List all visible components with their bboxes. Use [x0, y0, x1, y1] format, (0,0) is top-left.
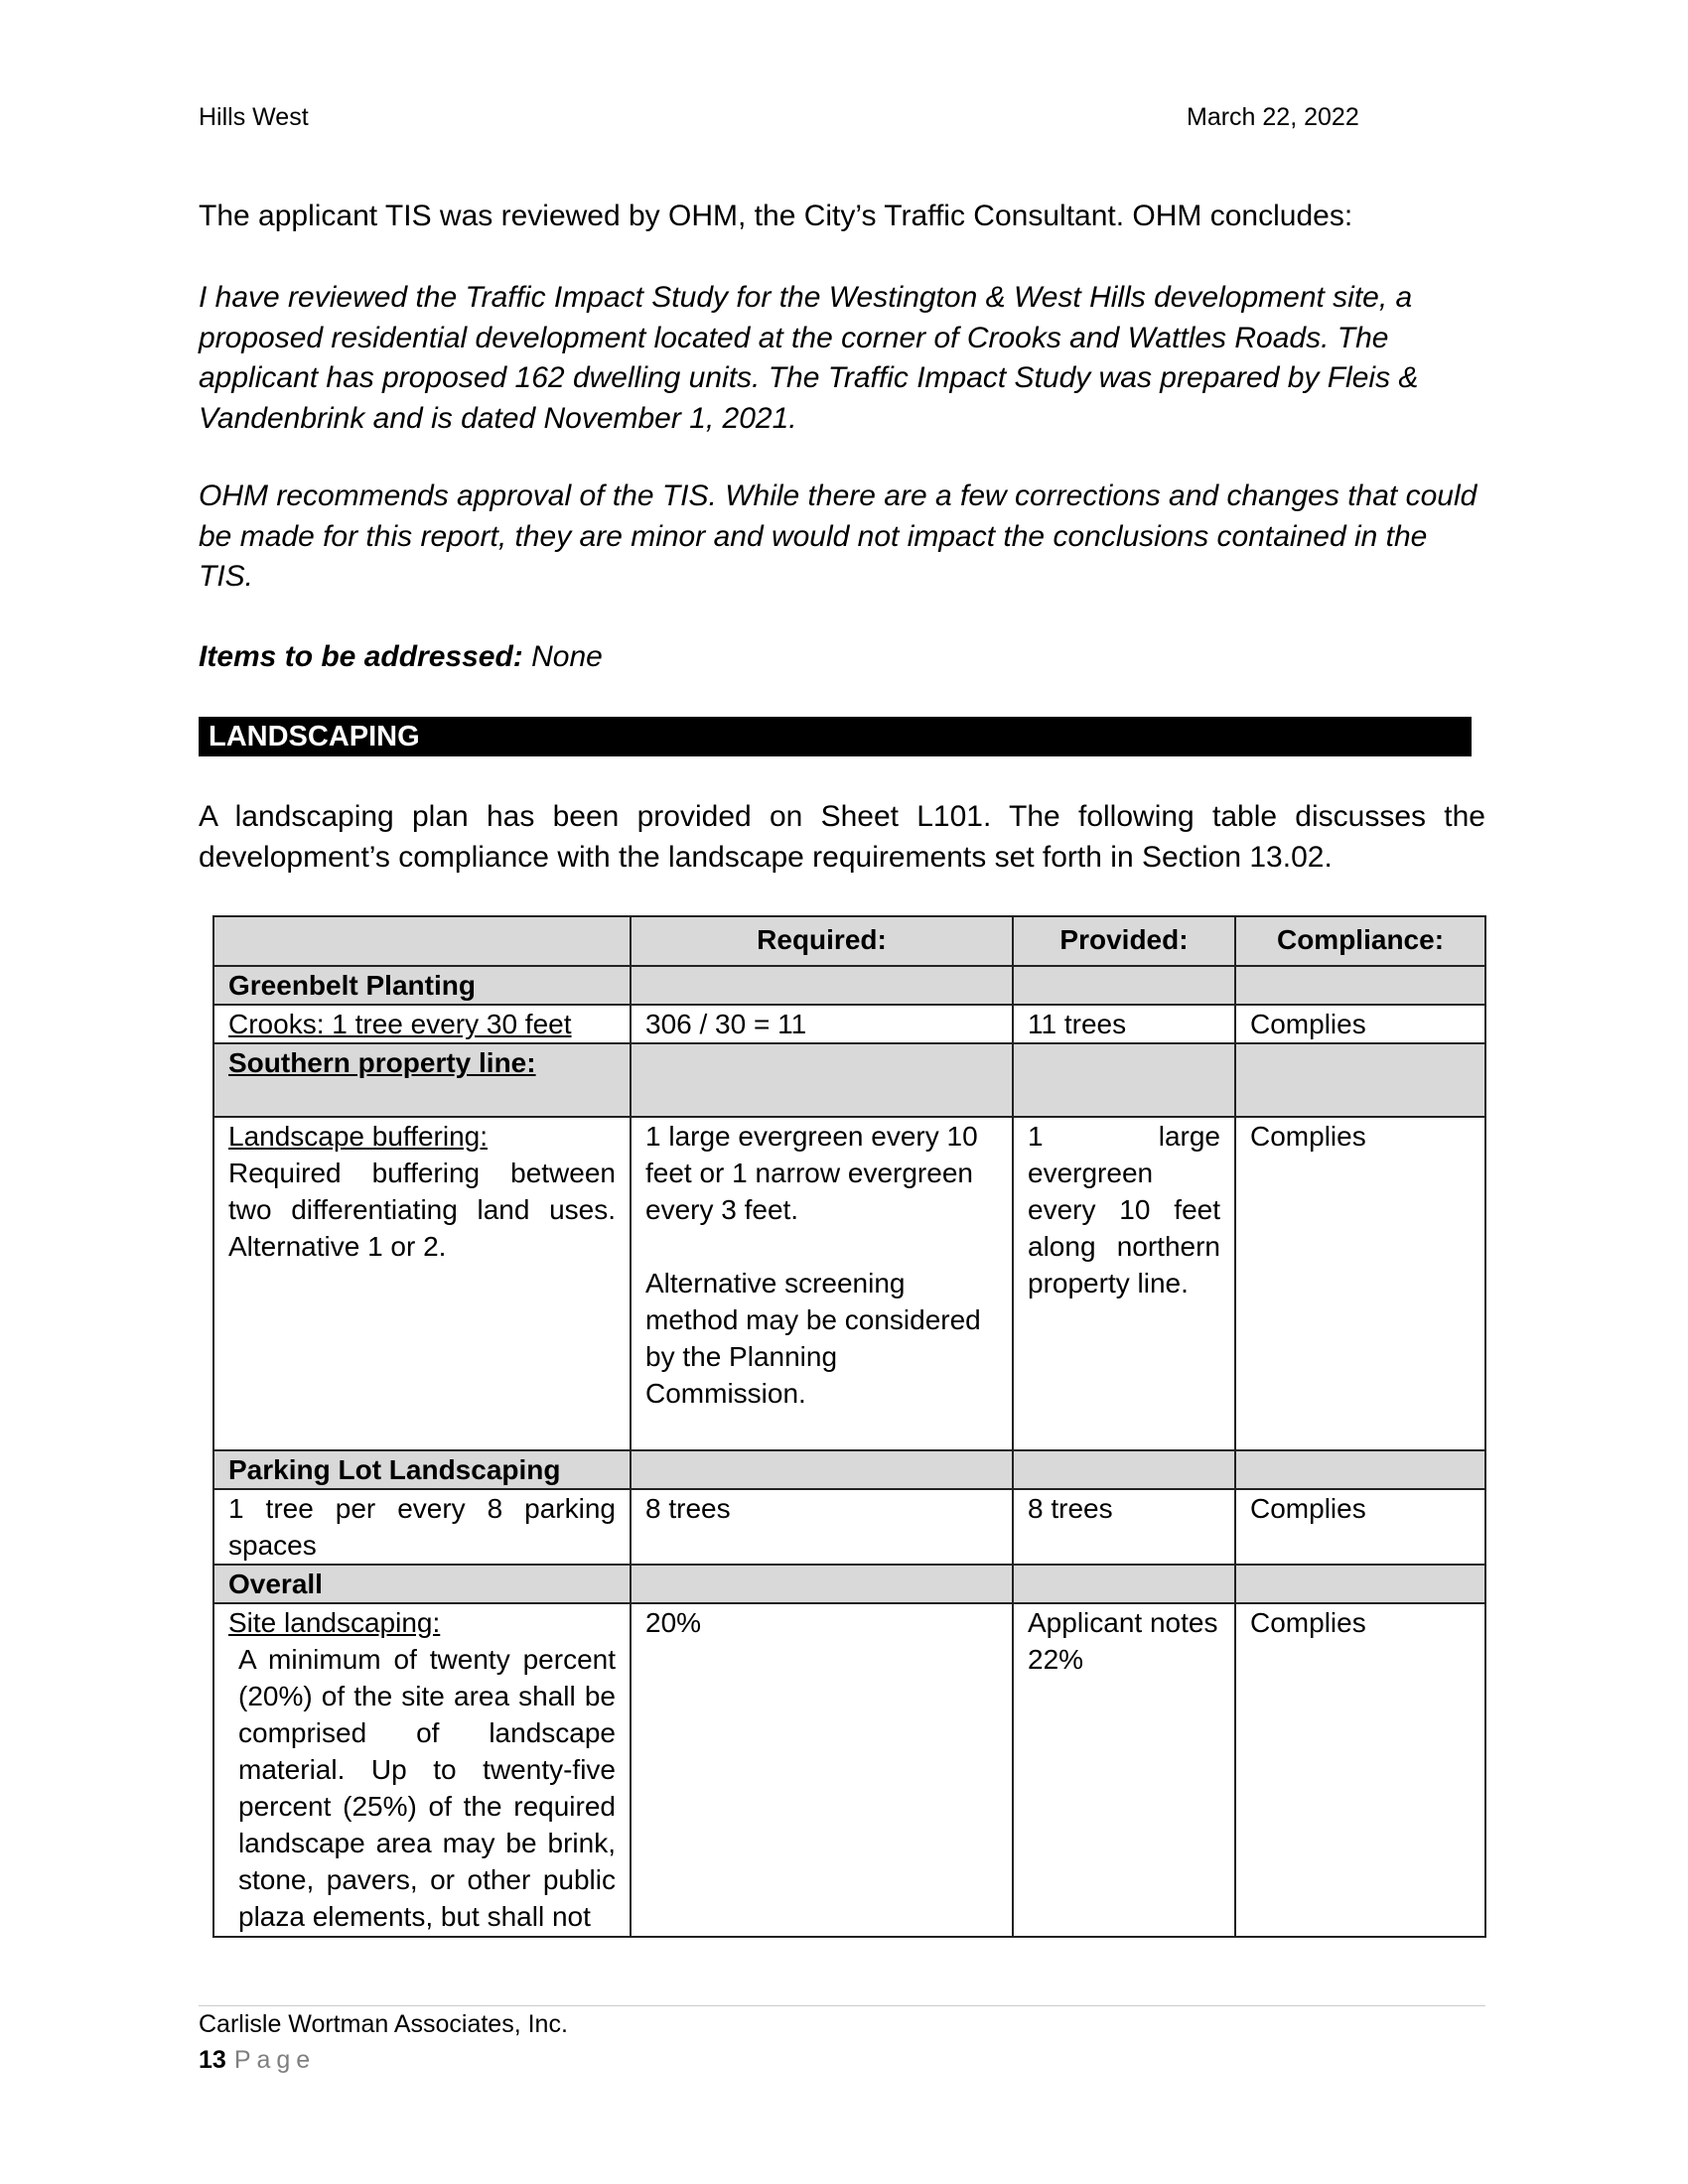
- site-label: Site landscaping:: [228, 1607, 441, 1638]
- buffer-required-1: 1 large evergreen every 10 feet or 1 narrow evergreen every 3 feet.: [645, 1121, 978, 1225]
- footer-page: [199, 2046, 316, 2075]
- crooks-provided: 11 trees: [1013, 1005, 1235, 1043]
- table-row-crooks: [213, 1005, 1485, 1043]
- header-provided: Provided:: [1013, 916, 1235, 966]
- paragraph-quote-study: I have reviewed the Traffic Impact Study for the Westington & West Hills development site, a proposed residential development located at the corner of Crooks and Wattles Roads. The applicant has proposed 162 dwelling units. The Traffic Impact Study was prepared by Fleis & Vandenbrink and is dated November 1, 2021.: [199, 281, 1419, 435]
- crooks-compliance: Complies: [1235, 1005, 1485, 1043]
- site-compliance: Complies: [1235, 1603, 1485, 1937]
- footer-company: Carlisle Wortman Associates, Inc.: [199, 2010, 568, 2038]
- buffer-required-2: Alternative screening method may be considered by the Planning Commission.: [645, 1268, 981, 1409]
- section-heading-landscaping: LANDSCAPING: [199, 717, 1472, 756]
- buffer-required-cell: [631, 1117, 1013, 1450]
- parking-row-compliance: Complies: [1235, 1489, 1485, 1565]
- page-word: Page: [233, 2046, 317, 2074]
- header-compliance: Compliance:: [1235, 916, 1485, 966]
- paragraph-quote-recommendation: OHM recommends approval of the TIS. While there are a few corrections and changes that could be made for this report, they are minor and would not impact the conclusions contained in the TIS.: [199, 479, 1477, 593]
- buffer-desc: Required buffering between two differentiating land uses. Alternative 1 or 2.: [228, 1158, 616, 1262]
- crooks-label: Crooks: 1 tree every 30 feet: [213, 1005, 631, 1043]
- site-cell: [213, 1603, 631, 1937]
- parking-row-label: 1 tree per every 8 parking spaces: [213, 1489, 631, 1565]
- landscape-table: [212, 915, 1486, 1938]
- table-row-greenbelt: [213, 966, 1485, 1005]
- site-desc: A minimum of twenty percent (20%) of the site area shall be comprised of landscape material. Up to twenty-five percent (25%) of the required landscape area may be brink, stone, pavers, or other public plaza elements, but shall not: [238, 1644, 616, 1932]
- site-required: 20%: [631, 1603, 1013, 1937]
- site-provided: Applicant notes 22%: [1013, 1603, 1235, 1937]
- items-addressed-value: None: [522, 640, 603, 673]
- header-blank: [213, 916, 631, 966]
- buffer-compliance: Complies: [1235, 1117, 1485, 1450]
- table-row-parking-trees: [213, 1489, 1485, 1565]
- overall-label: Overall: [213, 1565, 631, 1603]
- buffer-label: Landscape buffering:: [228, 1121, 489, 1152]
- header-required: Required:: [631, 916, 1013, 966]
- footer-divider: [199, 2005, 1485, 2006]
- table-row-site: [213, 1603, 1485, 1937]
- table-row-southern: [213, 1043, 1485, 1117]
- items-addressed: [199, 637, 1485, 678]
- paragraph-landscape-plan: A landscaping plan has been provided on Sheet L101. The following table discusses the development’s compliance with the landscape requirements set forth in Section 13.02.: [199, 800, 1485, 874]
- parking-row-provided: 8 trees: [1013, 1489, 1235, 1565]
- table-row-parking: [213, 1450, 1485, 1489]
- table-header-row: [213, 916, 1485, 966]
- greenbelt-label: Greenbelt Planting: [213, 966, 631, 1005]
- table-row-overall: [213, 1565, 1485, 1603]
- buffer-cell: [213, 1117, 631, 1450]
- parking-row-required: 8 trees: [631, 1489, 1013, 1565]
- page-number: 13: [199, 2046, 226, 2074]
- crooks-required: 306 / 30 = 11: [631, 1005, 1013, 1043]
- southern-label: Southern property line:: [213, 1043, 631, 1117]
- header-date: March 22, 2022: [1187, 103, 1359, 131]
- table-row-buffering: [213, 1117, 1485, 1450]
- parking-label: Parking Lot Landscaping: [213, 1450, 631, 1489]
- paragraph-review: The applicant TIS was reviewed by OHM, the City’s Traffic Consultant. OHM concludes:: [199, 200, 1353, 232]
- items-addressed-label: Items to be addressed:: [199, 640, 523, 673]
- header-title: Hills West: [199, 103, 309, 131]
- buffer-provided: 1 large evergreen every 10 feet along northern property line.: [1013, 1117, 1235, 1450]
